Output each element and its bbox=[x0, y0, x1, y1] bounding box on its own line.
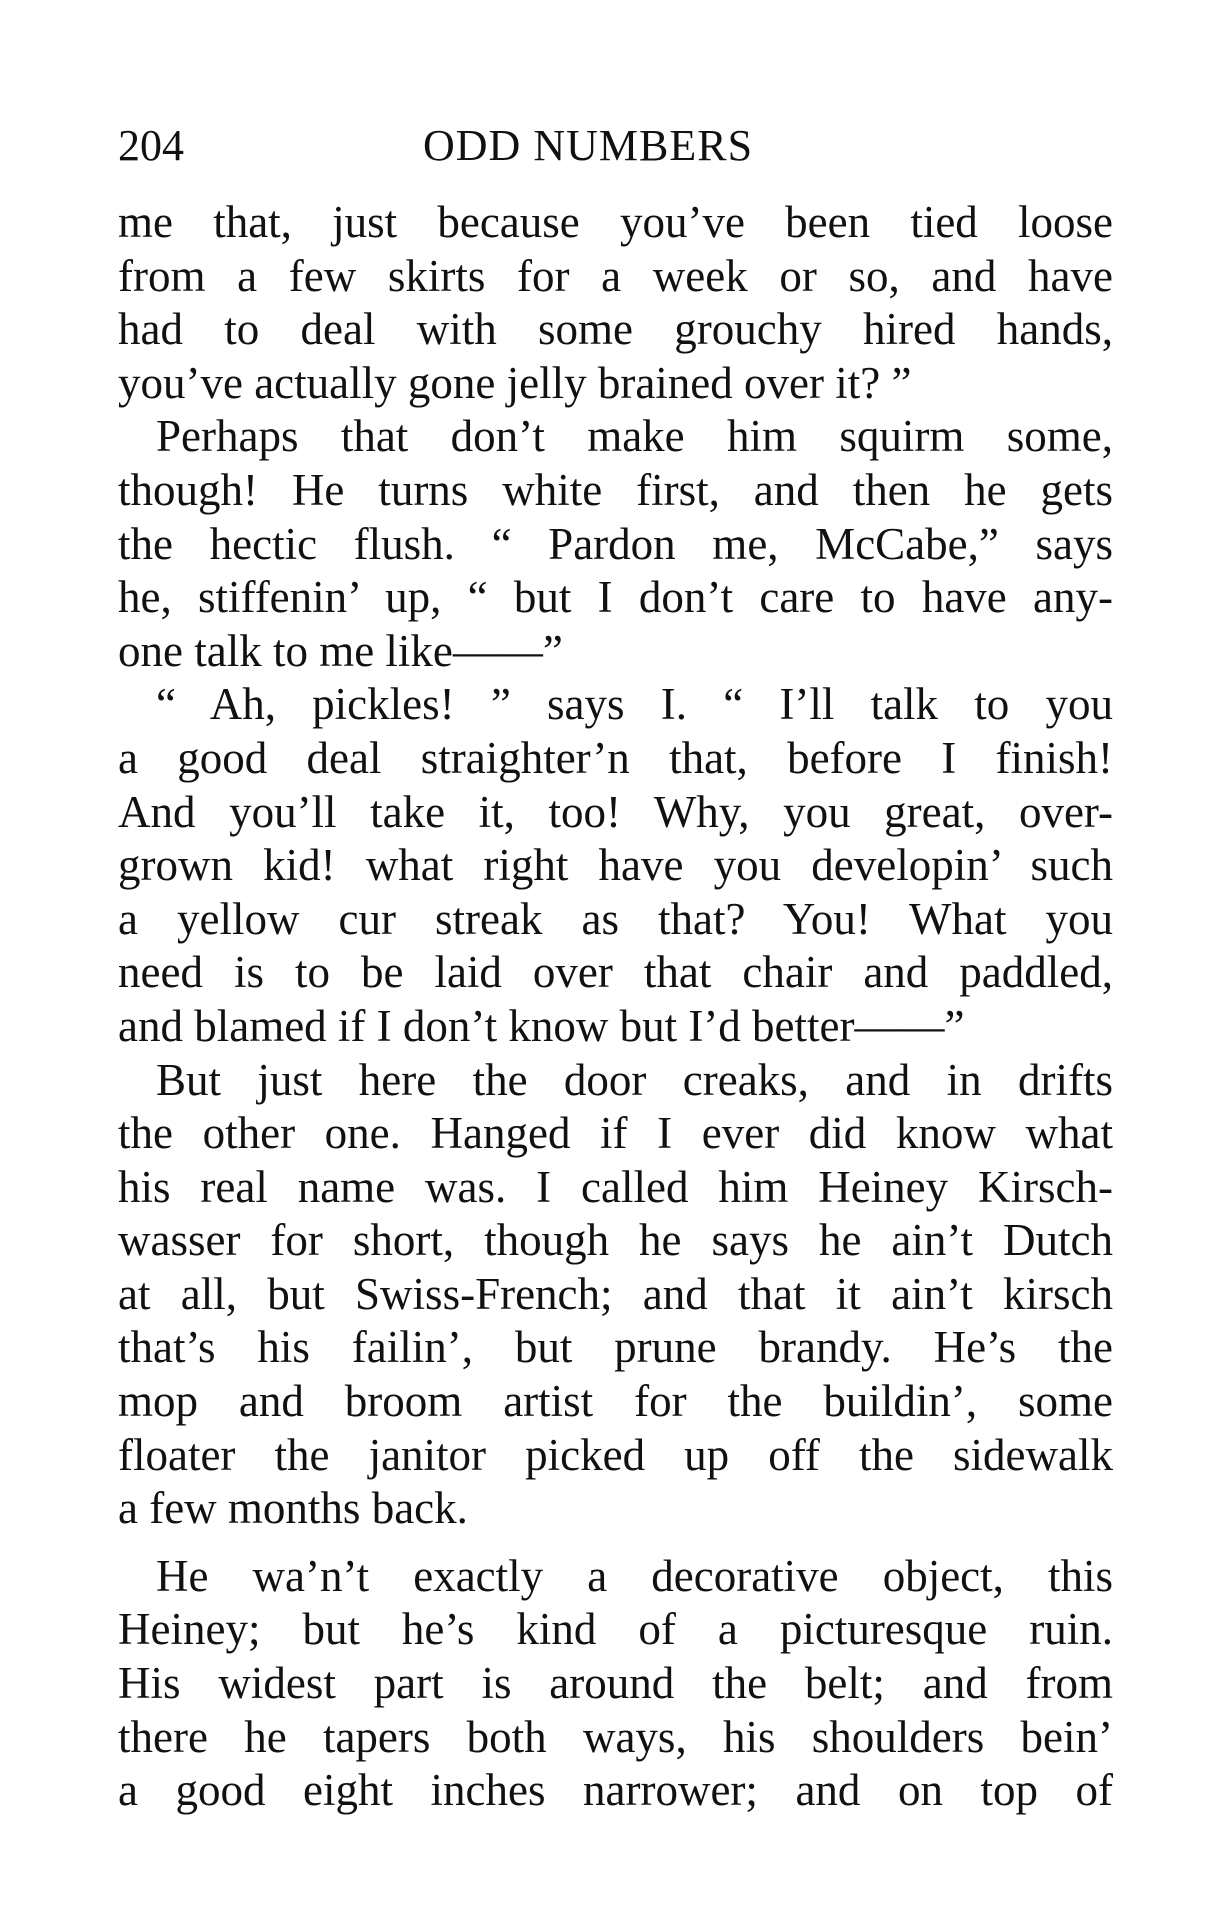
text-line: But just here the door creaks, and in drifts bbox=[156, 1054, 1113, 1105]
text-line: floater the janitor picked up off the sidewalk bbox=[118, 1429, 1113, 1480]
text-line: he, stiffenin’ up, “ but I don’t care to have any- bbox=[118, 572, 1113, 623]
text-line: and blamed if I don’t know but I’d better——” bbox=[118, 1000, 965, 1051]
page-number: 204 bbox=[118, 121, 184, 170]
text-line: Perhaps that don’t make him squirm some, bbox=[156, 411, 1113, 462]
page-header bbox=[118, 118, 1113, 174]
text-line: the other one. Hanged if I ever did know what bbox=[118, 1108, 1113, 1159]
text-line: need is to be laid over that chair and paddled, bbox=[118, 947, 1113, 998]
text-line: had to deal with some grouchy hired hands, bbox=[118, 304, 1113, 355]
paragraph bbox=[118, 1054, 1113, 1536]
text-line: though! He turns white first, and then he gets bbox=[118, 464, 1113, 515]
text-line: wasser for short, though he says he ain’t Dutch bbox=[118, 1215, 1113, 1266]
text-line: one talk to me like——” bbox=[118, 625, 563, 676]
paragraph-gap bbox=[118, 1536, 1113, 1550]
text-line: the hectic flush. “ Pardon me, McCabe,” says bbox=[118, 518, 1113, 569]
text-line: from a few skirts for a week or so, and have bbox=[118, 250, 1113, 301]
paragraph bbox=[118, 196, 1113, 410]
text-line: his real name was. I called him Heiney Kirsch- bbox=[118, 1161, 1113, 1212]
text-line: a yellow cur streak as that? You! What you bbox=[118, 893, 1113, 944]
text-line: He wa’n’t exactly a decorative object, this bbox=[156, 1550, 1113, 1601]
text-line: that’s his failin’, but prune brandy. He’s the bbox=[118, 1322, 1113, 1373]
text-line: a good deal straighter’n that, before I finish! bbox=[118, 732, 1113, 783]
text-line: a good eight inches narrower; and on top of bbox=[118, 1765, 1113, 1816]
text-line: at all, but Swiss-French; and that it ain’t kirsch bbox=[118, 1268, 1113, 1319]
text-line: me that, just because you’ve been tied loose bbox=[118, 197, 1113, 247]
text-line: you’ve actually gone jelly brained over it? ” bbox=[118, 357, 912, 408]
text-line: grown kid! what right have you developin’ such bbox=[118, 840, 1113, 891]
running-head: ODD NUMBERS bbox=[423, 121, 754, 170]
text-line: His widest part is around the belt; and from bbox=[118, 1658, 1113, 1709]
text-line: Heiney; but he’s kind of a picturesque ruin. bbox=[118, 1604, 1113, 1655]
text-line: mop and broom artist for the buildin’, some bbox=[118, 1376, 1113, 1427]
text-line: And you’ll take it, too! Why, you great, over- bbox=[118, 786, 1113, 837]
paragraph bbox=[118, 1550, 1113, 1818]
body-text bbox=[118, 196, 1113, 1818]
text-line: “ Ah, pickles! ” says I. “ I’ll talk to you bbox=[156, 679, 1113, 730]
paragraph bbox=[118, 410, 1113, 678]
text-line: a few months back. bbox=[118, 1483, 468, 1534]
paragraph bbox=[118, 678, 1113, 1053]
text-line: there he tapers both ways, his shoulders bein’ bbox=[118, 1711, 1113, 1762]
